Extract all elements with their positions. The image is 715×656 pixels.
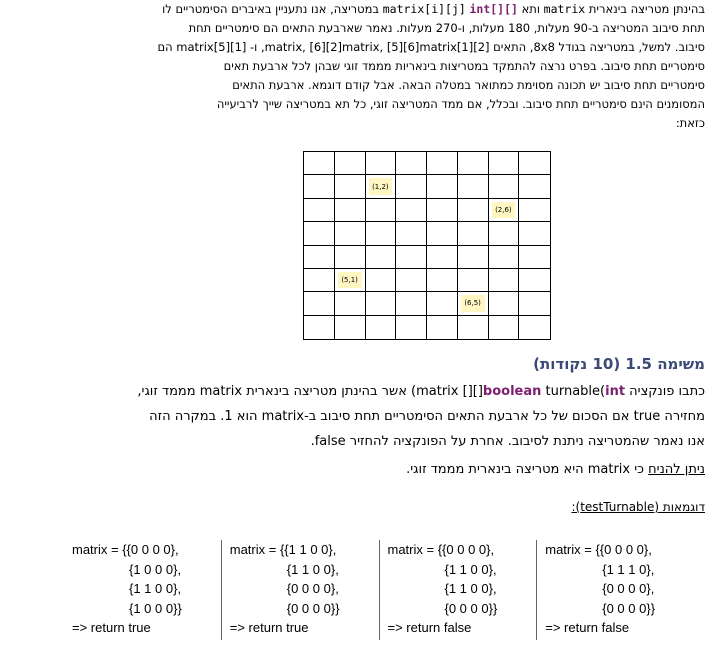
task-heading: משימה 1.5 (10 נקודות) — [533, 355, 705, 373]
grid-cell — [366, 269, 397, 292]
grid-cell — [427, 199, 458, 222]
intro-line-5: סימטריים תחת סיבוב יש תכונה מסוימת כמתואר במטלה הבאה. אבל קודם דוגמא. ארבעת התאים — [232, 78, 705, 92]
matrix-row: {0 0 0 0}, — [602, 581, 655, 596]
grid-cell — [304, 316, 335, 339]
matrix-row: {0 0 0 0}} — [602, 600, 656, 616]
grid-cell — [427, 316, 458, 339]
grid-cell — [366, 175, 397, 198]
intro-line-3: סיבוב. למשל, במטריצה בגודל 8x8, התאים [2][1]matrix, [6][2]matrix, [5][6]matrix, ו- [1][5]matrix הם — [157, 40, 705, 54]
intro-line-4: סימטריים תחת סיבוב. בפרט נרצה להתמקד במטריצות בינאריות מממד זוגי שבהן לכל ארבעת תאים — [223, 59, 705, 73]
grid-cell — [304, 199, 335, 222]
matrix-row: matrix = {{0 0 0 0}, — [387, 542, 495, 557]
grid-cell — [519, 246, 550, 269]
matrix-row: {1 1 0 0}, — [129, 581, 182, 596]
grid-cell — [519, 175, 550, 198]
grid-cell — [366, 316, 397, 339]
grid-cell — [366, 152, 397, 175]
grid-cell — [489, 199, 520, 222]
matrix-row: {1 1 0 0}, — [444, 561, 497, 577]
grid-cell — [519, 222, 550, 245]
grid-cell — [458, 316, 489, 339]
matrix-row: {1 1 0 0}, — [286, 561, 339, 577]
grid-cell — [335, 222, 366, 245]
example-result: => return false — [545, 620, 630, 635]
grid-cell — [396, 269, 427, 292]
grid-cell — [489, 292, 520, 315]
intro-line-1 — [15, 0, 705, 19]
grid-cell — [335, 199, 366, 222]
highlighted-cell-label: (5,1) — [338, 272, 362, 288]
grid-cell — [366, 199, 397, 222]
intro-text: ותא — [517, 2, 544, 16]
example-result: => return true — [72, 620, 151, 635]
grid-cell — [335, 316, 366, 339]
grid-cell — [304, 292, 335, 315]
grid-cell — [304, 222, 335, 245]
task-description — [15, 379, 705, 454]
example-1 — [64, 540, 221, 640]
grid-cell — [335, 152, 366, 175]
task-text: כתבו פונקציה — [625, 384, 705, 399]
grid-cell — [519, 152, 550, 175]
grid-cell — [458, 292, 489, 315]
code-keyword: int[][] — [469, 2, 518, 16]
grid-cell — [366, 246, 397, 269]
grid-cell — [489, 152, 520, 175]
example-3 — [379, 540, 537, 640]
code-keyword: boolean — [482, 384, 542, 399]
grid-cell — [458, 246, 489, 269]
matrix-row: {1 1 1 0}, — [602, 561, 655, 577]
grid-cell — [304, 152, 335, 175]
grid-cell — [458, 175, 489, 198]
task-line-2: מחזירה true אם הסכום של כל ארבעת התאים הסימטריים תחת סיבוב ב-matrix הוא 1. במקרה הזה — [149, 409, 705, 424]
intro-line-6: המסומנים הינם סימטריים תחת סיבוב. ובכלל, אם ממד המטריצה זוגי, כל תא במטריצה שייך לרביעייה — [216, 97, 705, 111]
intro-text: בהינתן מטריצה בינארית — [585, 2, 705, 16]
grid-cell — [396, 246, 427, 269]
intro-text: במטריצה, אנו נתעניין באיברים הסימטריים לו — [162, 2, 383, 16]
code-text: matrix[i][j] — [382, 2, 466, 16]
grid-cell — [396, 175, 427, 198]
examples-row — [64, 540, 694, 640]
code-text: matrix — [543, 2, 586, 16]
task-line-1 — [15, 379, 705, 404]
matrix-row: {1 0 0 0}, — [129, 561, 182, 577]
matrix-grid — [303, 151, 551, 340]
task-text: [][] matrix) אשר בהינתן מטריצה בינארית matrix מממד זוגי, — [137, 384, 483, 399]
grid-cell — [427, 269, 458, 292]
matrix-row: matrix = {{0 0 0 0}, — [72, 542, 179, 557]
note-underlined: ניתן להניח — [648, 462, 705, 477]
grid-cell — [396, 199, 427, 222]
grid-cell — [427, 152, 458, 175]
grid-cell — [427, 292, 458, 315]
intro-line-7: כזאת: — [675, 116, 705, 130]
highlighted-cell-label: (6,5) — [461, 295, 485, 311]
grid-cell — [458, 269, 489, 292]
grid-cell — [489, 175, 520, 198]
grid-cell — [489, 222, 520, 245]
grid-cell — [304, 246, 335, 269]
grid-cell — [458, 199, 489, 222]
highlighted-cell-label: (1,2) — [369, 178, 393, 194]
code-text: turnable( — [541, 384, 606, 399]
grid-cell — [489, 316, 520, 339]
matrix-row: {0 0 0 0}, — [286, 581, 339, 596]
grid-cell — [335, 246, 366, 269]
task-line-3: אנו נאמר שהמטריצה ניתנת לסיבוב. אחרת על הפונקציה להחזיר false. — [310, 434, 705, 449]
matrix-row: {1 1 0 0}, — [444, 581, 497, 596]
grid-cell — [304, 269, 335, 292]
grid-cell — [427, 246, 458, 269]
grid-cell — [335, 175, 366, 198]
grid-cell — [396, 222, 427, 245]
matrix-row: {0 0 0 0}} — [444, 600, 498, 616]
grid-cell — [335, 292, 366, 315]
grid-cell — [519, 269, 550, 292]
grid-cell — [519, 316, 550, 339]
matrix-row: matrix = {{1 1 0 0}, — [229, 542, 337, 557]
matrix-row: {1 0 0 0}} — [129, 600, 182, 616]
example-4 — [536, 540, 694, 640]
grid-cell — [519, 292, 550, 315]
grid-cell — [396, 152, 427, 175]
grid-cell — [489, 269, 520, 292]
assumption-note — [406, 462, 705, 477]
highlighted-cell-label: (2,6) — [492, 202, 516, 218]
grid-cell — [335, 269, 366, 292]
grid-cell — [458, 152, 489, 175]
grid-cell — [489, 246, 520, 269]
matrix-row: {0 0 0 0}} — [286, 600, 340, 616]
grid-cell — [396, 316, 427, 339]
code-keyword: int — [605, 384, 626, 399]
matrix-row: matrix = {{0 0 0 0}, — [545, 542, 652, 557]
examples-title: דוגמאות (testTurnable): — [571, 500, 705, 514]
note-text: כי matrix היא מטריצה בינארית מממד זוגי. — [406, 462, 649, 477]
example-result: => return false — [387, 620, 472, 635]
grid-cell — [519, 199, 550, 222]
grid-cell — [458, 222, 489, 245]
grid-cell — [396, 292, 427, 315]
grid-cell — [427, 175, 458, 198]
example-result: => return true — [229, 620, 309, 635]
intro-line-2: תחת סיבוב המטריצה ב-90 מעלות, 180 מעלות, ו-270 מעלות. נאמר שארבעת התאים הם סימטריים תחת — [188, 21, 705, 35]
example-2 — [221, 540, 379, 640]
grid-cell — [304, 175, 335, 198]
grid-cell — [427, 222, 458, 245]
grid-cell — [366, 292, 397, 315]
intro-paragraph — [15, 0, 705, 133]
grid-cell — [366, 222, 397, 245]
